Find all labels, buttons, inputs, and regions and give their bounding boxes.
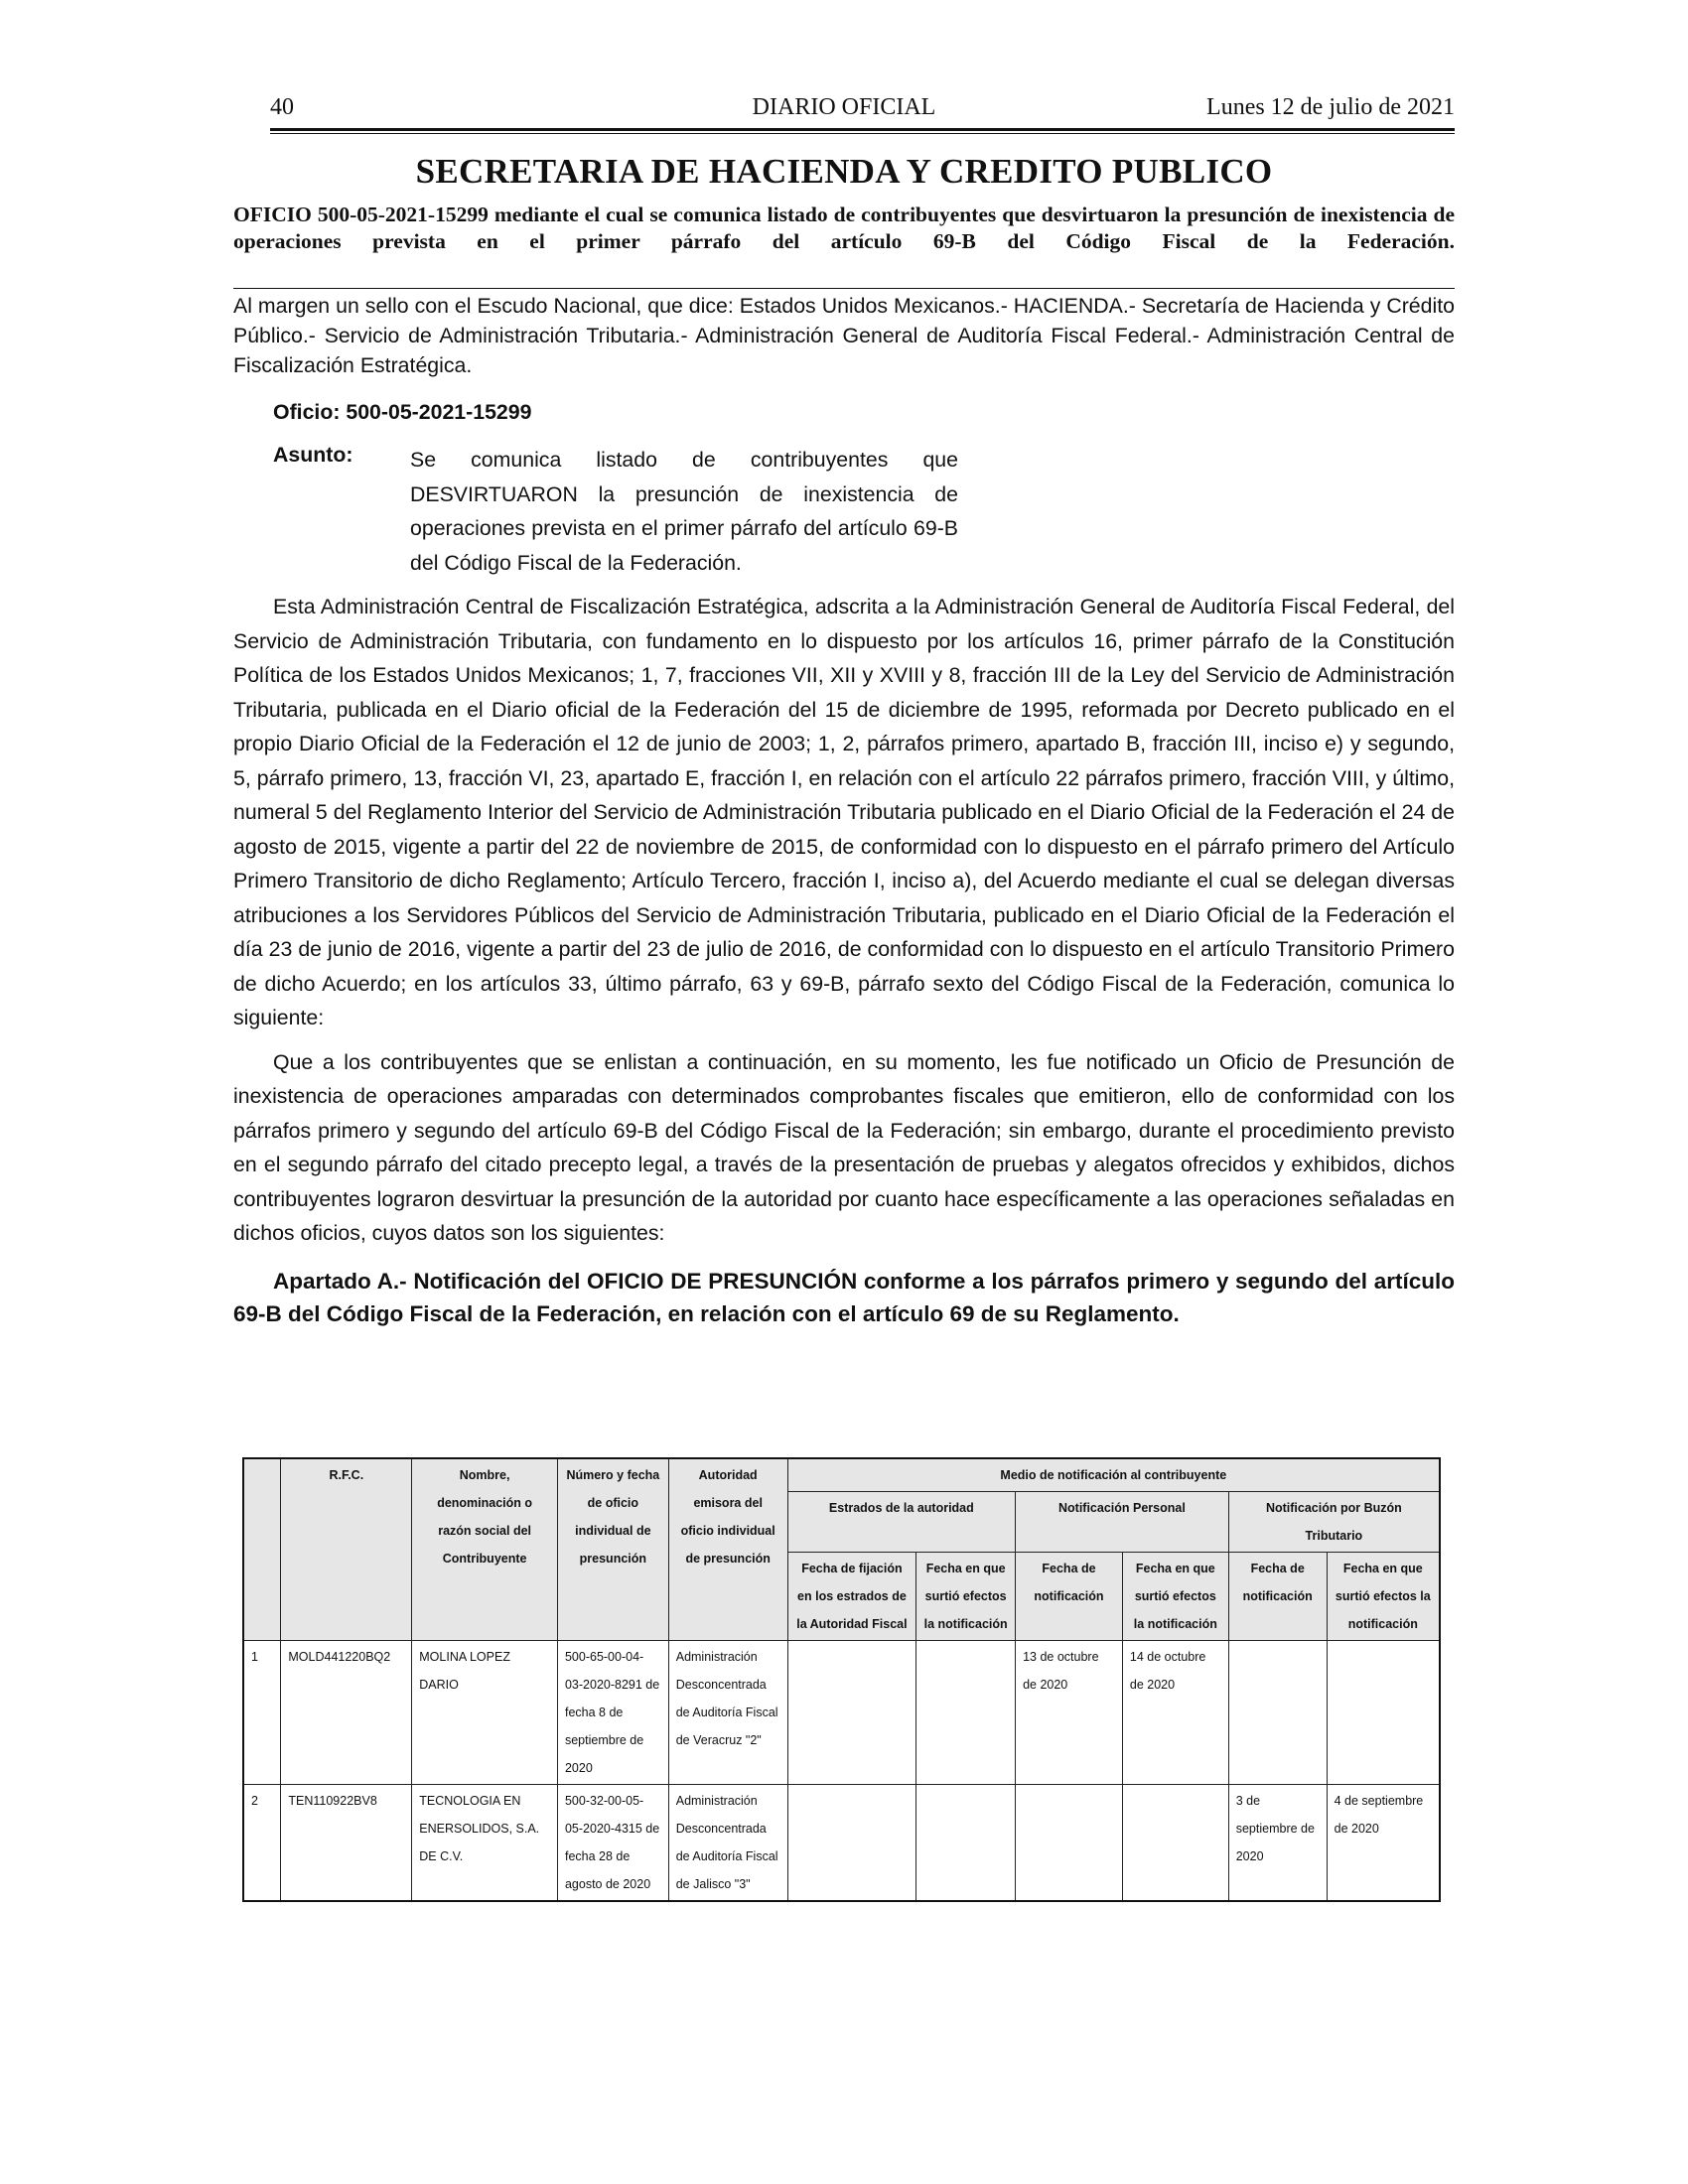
paragraph-fundamento: Esta Administración Central de Fiscalización Estratégica, adscrita a la Administración General de Auditoría Fiscal Federal, del Servicio de Administración Tributaria, con fundamento en lo dispuesto por los artículos 16, primer párrafo de la Constitución Política de los Estados Unidos Mexicanos; 1, 7, fracciones VII, XII y XVIII y 8, fracción III de la Ley del Servicio de Administración Tributaria, publicada en el Diario oficial de la Federación del 15 de diciembre de 1995, reformada por Decreto publicado en el propio Diario Oficial de la Federación el 12 de junio de 2003; 1, 2, párrafos primero, apartado B, fracción III, inciso e) y segundo, 5, párrafo primero, 13, fracción VI, 23, apartado E, fracción I, en relación con el artículo 22 párrafos primero, fracción VIII, y último, numeral 5 del Reglamento Interior del Servicio de Administración Tributaria publicado en el Diario Oficial de la Federación el 24 de agosto de 2015, vigente a partir del 22 de noviembre de 2015, de conformidad con lo dispuesto en el párrafo primero del Artículo Primero Transitorio de dicho Reglamento; Artículo Tercero, fracción I, inciso a), del Acuerdo mediante el cual se delegan diversas atribuciones a los Servidores Públicos del Servicio de Administración Tributaria, publicado en el Diario Oficial de la Federación el día 23 de junio de 2016, vigente a partir del 23 de julio de 2016, de conformidad con lo dispuesto en el artículo Transitorio Primero de dicho Acuerdo; en los artículos 33, último párrafo, 63 y 69-B, párrafo sexto del Código Fiscal de la Federación, comunica lo siguiente: xyxy=(233,595,1455,1029)
col-fecha-fijacion-header: Fecha de fijación en los estrados de la Autoridad Fiscal xyxy=(787,1553,916,1641)
asunto-text: Se comunica listado de contribuyentes que DESVIRTUARON la presunción de inexistencia de operaciones prevista en el primer párrafo del artículo 69-B del Código Fiscal de la Federación. xyxy=(410,448,958,575)
table-row xyxy=(243,1785,1440,1902)
cell-estrados-efectos xyxy=(916,1785,1016,1902)
asunto-label: Asunto: xyxy=(273,443,353,467)
cell-rfc: MOLD441220BQ2 xyxy=(281,1641,412,1785)
table-header-row xyxy=(243,1458,1440,1492)
cell-nombre: MOLINA LOPEZ DARIO xyxy=(412,1641,558,1785)
margin-note: Al margen un sello con el Escudo Nacional, que dice: Estados Unidos Mexicanos.- HACIENDA.- Secretaría de Hacienda y Crédito Público.- Servicio de Administración Tributaria.- Administración General de Auditoría Fiscal Federal.- Administración Central de Fiscalización Estratégica. xyxy=(233,294,1455,377)
secretaria-heading: SECRETARIA DE HACIENDA Y CREDITO PUBLICO xyxy=(415,152,1273,191)
page-header xyxy=(233,94,1455,126)
cell-estrados-fijacion xyxy=(787,1785,916,1902)
table-row xyxy=(243,1641,1440,1785)
cell-personal-efectos: 14 de octubre de 2020 xyxy=(1122,1641,1228,1785)
col-rfc-header: R.F.C. xyxy=(281,1458,412,1641)
page-number: 40 xyxy=(270,94,294,120)
paragraph-contribuyentes: Que a los contribuyentes que se enlistan a continuación, en su momento, les fue notificado un Oficio de Presunción de inexistencia de operaciones amparadas con determinados comprobantes fiscales que emitieron, ello de conformidad con los párrafos primero y segundo del artículo 69-B del Código Fiscal de la Federación; sin embargo, durante el procedimiento previsto en el segundo párrafo del citado precepto legal, a través de la presentación de pruebas y alegatos ofrecidos y exhibidos, dichos contribuyentes lograron desvirtuar la presunción de la autoridad por cuanto hace específicamente a las operaciones señaladas en dichos oficios, cuyos datos son los siguientes: xyxy=(233,1049,1455,1245)
cell-num: 2 xyxy=(243,1785,281,1902)
cell-buzon-notif: 3 de septiembre de 2020 xyxy=(1228,1785,1327,1902)
col-notif-personal-header: Fecha de notificación xyxy=(1016,1553,1123,1641)
notification-table xyxy=(242,1457,1441,1902)
cell-rfc: TEN110922BV8 xyxy=(281,1785,412,1902)
cell-num: 1 xyxy=(243,1641,281,1785)
col-medio-header: Medio de notificación al contribuyente xyxy=(787,1458,1440,1492)
cell-oficio: 500-32-00-05-05-2020-4315 de fecha 28 de agosto de 2020 xyxy=(557,1785,668,1902)
apartado-heading: Apartado A.- Notificación del OFICIO DE PRESUNCIÓN conforme a los párrafos primero y segundo del artículo 69-B del Código Fiscal de la Federación, en relación con el artículo 69 de su Reglamento. xyxy=(233,1268,1455,1326)
asunto-block xyxy=(273,443,1455,580)
cell-buzon-efectos: 4 de septiembre de 2020 xyxy=(1327,1785,1440,1902)
cell-buzon-efectos xyxy=(1327,1641,1440,1785)
header-rule xyxy=(270,128,1455,134)
col-efectos-estrados-header: Fecha en que surtió efectos la notificación xyxy=(916,1553,1016,1641)
col-estrados-header: Estrados de la autoridad xyxy=(787,1492,1015,1553)
publication-date: Lunes 12 de julio de 2021 xyxy=(1206,94,1455,120)
col-nombre-header: Nombre, denominación o razón social del Contribuyente xyxy=(412,1458,558,1641)
cell-personal-notif xyxy=(1016,1785,1123,1902)
cell-estrados-efectos xyxy=(916,1641,1016,1785)
document-page xyxy=(233,94,1455,1330)
col-efectos-buzon-header: Fecha en que surtió efectos la notificación xyxy=(1327,1553,1440,1641)
cell-autoridad: Administración Desconcentrada de Auditoría Fiscal de Jalisco "3" xyxy=(668,1785,787,1902)
cell-personal-efectos xyxy=(1122,1785,1228,1902)
publication-name: DIARIO OFICIAL xyxy=(752,94,936,120)
cell-personal-notif: 13 de octubre de 2020 xyxy=(1016,1641,1123,1785)
col-autoridad-header: Autoridad emisora del oficio individual de presunción xyxy=(668,1458,787,1641)
col-efectos-personal-header: Fecha en que surtió efectos la notificación xyxy=(1122,1553,1228,1641)
cell-nombre: TECNOLOGIA EN ENERSOLIDOS, S.A. DE C.V. xyxy=(412,1785,558,1902)
col-num-header xyxy=(243,1458,281,1641)
col-personal-header: Notificación Personal xyxy=(1016,1492,1229,1553)
cell-estrados-fijacion xyxy=(787,1641,916,1785)
cell-autoridad: Administración Desconcentrada de Auditoría Fiscal de Veracruz "2" xyxy=(668,1641,787,1785)
col-buzon-header: Notificación por Buzón Tributario xyxy=(1228,1492,1440,1553)
cell-buzon-notif xyxy=(1228,1641,1327,1785)
oficio-title: OFICIO 500-05-2021-15299 mediante el cual se comunica listado de contribuyentes que desvirtuaron la presunción de inexistencia de operaciones prevista en el primer párrafo del artículo 69-B del Código Fiscal de la Federación. xyxy=(233,202,1455,289)
cell-oficio: 500-65-00-04-03-2020-8291 de fecha 8 de septiembre de 2020 xyxy=(557,1641,668,1785)
oficio-number: Oficio: 500-05-2021-15299 xyxy=(273,400,532,424)
col-numero-header: Número y fecha de oficio individual de presunción xyxy=(557,1458,668,1641)
col-notif-buzon-header: Fecha de notificación xyxy=(1228,1553,1327,1641)
